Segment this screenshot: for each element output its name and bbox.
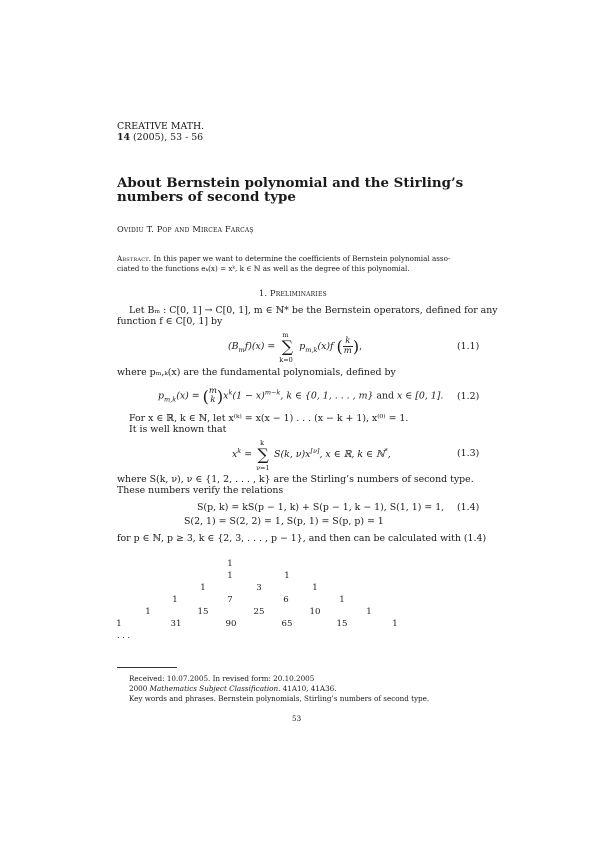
equation-1-3-number: (1.3) — [457, 448, 480, 459]
paper-title-line-1: About Bernstein polynomial and the Stirling’s — [117, 175, 464, 191]
equation-1-2-number: (1.2) — [457, 391, 480, 402]
footnote-rule — [117, 667, 177, 668]
paragraph-1-line-2: function f ∈ C[0, 1] by — [117, 316, 223, 327]
page-number: 53 — [292, 714, 302, 723]
paragraph-3-line-2: It is well known that — [129, 424, 227, 435]
sum-symbol: ∑ — [281, 336, 293, 356]
triangle-cell: 90 — [225, 619, 237, 629]
triangle-cell: 1 — [200, 583, 206, 593]
journal-year-pages: (2005), 53 - 56 — [130, 132, 204, 143]
equation-1-2: $p_{m,k}(x) = (m$ $k)x^k(1 - x)^{m-k}$, k ∈ {0, 1, . . . , m} and x ∈ [0, 1]. — [158, 386, 444, 406]
footnote-keywords: Key words and phrases. Bernstein polynomials, Stirling’s numbers of second type. — [129, 694, 430, 703]
footnote-msc-prefix: 2000 — [129, 684, 150, 693]
equation-1-4-number: (1.4) — [457, 502, 480, 513]
journal-volume: 14 — [117, 132, 131, 143]
abstract-label: Abstract. — [117, 254, 152, 263]
footnote-received: Received: 10.07.2005. In revised form: 20.10.2005 — [129, 674, 315, 683]
paragraph-3-line-1: For x ∈ ℝ, k ∈ ℕ, let x⁽ᵏ⁾ = x(x − 1) . . . (x − k + 1), x⁽⁰⁾ = 1. — [129, 413, 409, 424]
abstract-text-1: In this paper we want to determine the coefficients of Bernstein polynomial asso- — [151, 254, 451, 263]
abstract-line-1 — [117, 254, 450, 263]
paragraph-1-line-1: Let Bₘ : C[0, 1] → C[0, 1], m ∈ ℕ* be the Bernstein operators, defined for any — [129, 305, 498, 316]
equation-1-4-line-1: S(p, k) = kS(p − 1, k) + S(p − 1, k − 1), S(1, 1) = 1, — [197, 502, 445, 513]
equation-1-1-sum-lower: k=0 — [279, 355, 293, 364]
equation-1-1-paren-close: ) — [352, 337, 360, 356]
triangle-cell: 1 — [392, 619, 398, 629]
equation-1-3-sum-lower: ν=1 — [256, 463, 270, 472]
equation-1-1: $(B_mf)(x)$ = m ∑ k=0 $p_{m,k}(x)f$ ( k m), — [228, 330, 363, 364]
equation-1-1-number: (1.1) — [457, 341, 480, 352]
equation-1-1-lhs: $(B_mf)(x)$ = — [228, 341, 276, 354]
equation-1-1-sum — [278, 330, 296, 364]
equation-1-1-paren: ( — [336, 337, 343, 356]
equation-1-1-sum-upper: m — [282, 330, 289, 339]
equation-1-3-sum: k ∑ ν=1 — [256, 438, 270, 472]
triangle-cell: 1 — [145, 607, 151, 617]
footnote-msc — [129, 684, 337, 693]
triangle-cell: 10 — [309, 607, 321, 617]
triangle-cell: 1 — [366, 607, 372, 617]
section-heading: 1. Preliminaries — [259, 288, 327, 298]
triangle-cell: 7 — [227, 595, 233, 605]
triangle-cell: 15 — [197, 607, 209, 617]
paragraph-5: for p ∈ ℕ, p ≥ 3, k ∈ {2, 3, . . . , p − 1}, and then can be calculated with (1.4) — [117, 533, 487, 544]
equation-1-3-sum-upper: k — [260, 438, 265, 447]
equation-1-3: $x^k$ = k ∑ ν=1 S(k, ν)x[ν], x ∈ ℝ, k ∈ ℕ*, — [232, 438, 391, 472]
triangle-cell: 1 — [116, 619, 122, 629]
triangle-cell: 1 — [284, 571, 290, 581]
footnote-msc-codes: 41A10, 41A36. — [280, 684, 337, 693]
triangle-cell: 1 — [312, 583, 318, 593]
paragraph-2: where pₘ,ₖ(x) are the fundamental polynomials, defined by — [117, 367, 396, 378]
footnote-msc-label: Mathematics Subject Classification. — [149, 684, 281, 693]
abstract-line-2: ciated to the functions eₖ(x) = xᵏ, k ∈ ℕ as well as the degree of this polynomial. — [117, 264, 410, 273]
paragraph-4-line-2: These numbers verify the relations — [117, 485, 284, 496]
equation-1-1-fraction: k m — [343, 336, 352, 356]
triangle-cell: 1 — [339, 595, 345, 605]
triangle-cell: 1 — [227, 559, 233, 569]
paper-authors: Ovidiu T. Pop and Mircea Farcaş — [117, 224, 254, 234]
triangle-cell: 15 — [336, 619, 348, 629]
triangle-cell: 65 — [281, 619, 293, 629]
triangle-cell: 1 — [172, 595, 178, 605]
paragraph-4-line-1: where S(k, ν), ν ∈ {1, 2, . . . , k} are the Stirling’s numbers of second type. — [117, 474, 474, 485]
triangle-cell: 6 — [283, 595, 289, 605]
journal-name: CREATIVE MATH. — [117, 121, 205, 132]
triangle-cell: 31 — [170, 619, 182, 629]
triangle-ellipsis: . . . — [117, 630, 131, 640]
equation-1-4-line-2: S(2, 1) = S(2, 2) = 1, S(p, 1) = S(p, p) = 1 — [184, 516, 384, 527]
triangle-cell: 25 — [253, 607, 265, 617]
equation-1-1-rhs: $p_{m,k}(x)f$ — [299, 341, 334, 354]
journal-volume-line — [117, 132, 203, 143]
triangle-cell: 1 — [227, 571, 233, 581]
triangle-cell: 3 — [256, 583, 262, 593]
paper-title-line-2: numbers of second type — [117, 189, 296, 205]
